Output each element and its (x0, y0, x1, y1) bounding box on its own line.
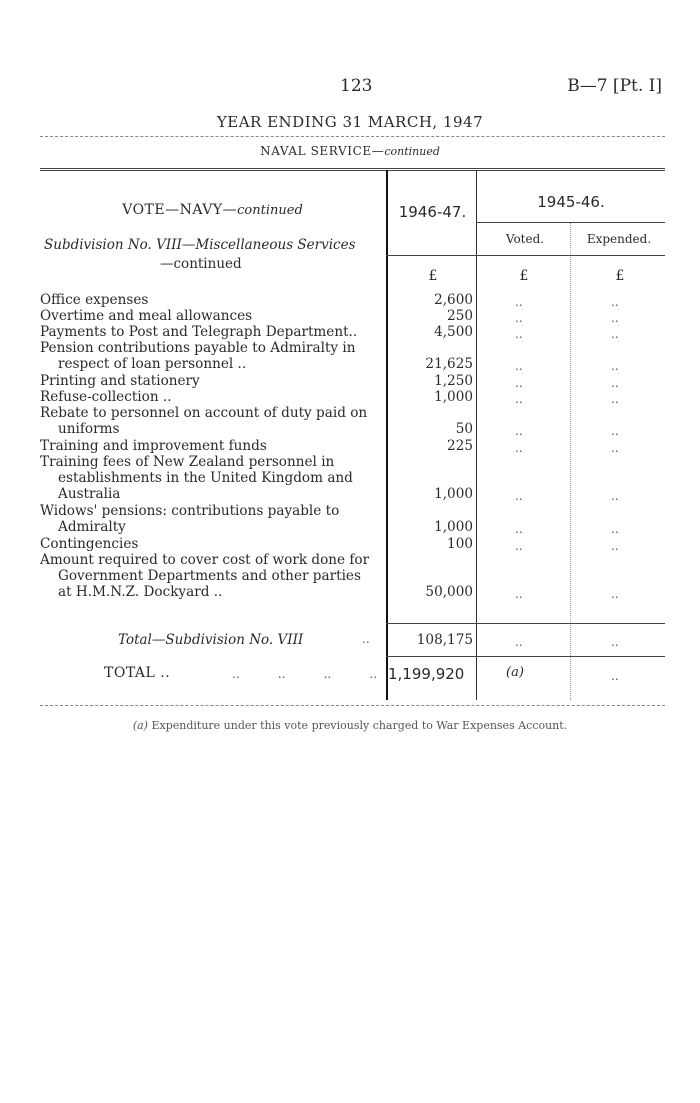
row-line (40, 536, 385, 552)
row-expended: .. (611, 424, 619, 439)
subtotal-bottom-rule (386, 656, 665, 657)
column-header-voted: Voted. (505, 232, 545, 246)
page-number: 123 (340, 76, 373, 96)
row-line (40, 519, 385, 535)
row-amount: 21,625 (425, 356, 473, 373)
col-1945-rule (476, 222, 665, 223)
row-line (40, 373, 385, 389)
row-amount: 1,000 (434, 389, 473, 406)
subdivision-continued: —continued (160, 256, 242, 272)
row-amount: 1,000 (434, 486, 473, 503)
subtotal-amount: 108,175 (416, 632, 473, 648)
row-label: at H.M.N.Z. Dockyard .. (58, 583, 223, 600)
subtotal-top-rule (386, 623, 665, 624)
table-top-rule (40, 168, 665, 169)
grand-total-voted: (a) (506, 665, 524, 680)
row-line (40, 454, 385, 470)
footnote (0, 719, 700, 732)
row-expended: .. (611, 359, 619, 374)
row-label: Rebate to personnel on account of duty paid on (40, 405, 368, 422)
header-rule (40, 136, 665, 137)
row-label: Office expenses (40, 292, 149, 308)
row-amount: 50 (455, 421, 473, 438)
row-label: Amount required to cover cost of work done for (40, 551, 370, 568)
row-amount: 1,000 (434, 518, 473, 535)
subtotal-leader: .. (362, 632, 370, 646)
row-label: Training and improvement funds (40, 437, 267, 454)
row-line (40, 584, 385, 600)
row-amount: 1,250 (434, 373, 473, 389)
row-amount: 50,000 (425, 583, 473, 600)
row-label: Australia (58, 486, 121, 503)
row-label: establishments in the United Kingdom and (58, 470, 353, 487)
row-line (40, 308, 385, 324)
row-line (40, 389, 385, 405)
row-label: Government Departments and other parties (58, 567, 361, 584)
footnote-mark: (a) (132, 719, 148, 732)
row-label: Admiralty (58, 518, 126, 535)
column-header-1945-46: 1945-46. (537, 193, 605, 211)
subdivision-title: Subdivision No. VIII—Miscellaneous Services (44, 237, 356, 253)
grand-total-label: TOTAL .. (104, 665, 171, 681)
column-header-1946-47: 1946-47. (398, 203, 467, 221)
row-line (40, 503, 385, 519)
vote-title: VOTE—NAVY—continued (122, 202, 303, 218)
row-label: Overtime and meal allowances (40, 308, 253, 325)
row-voted: .. (515, 489, 523, 504)
row-line (40, 405, 385, 421)
row-expended: .. (611, 295, 619, 309)
subtotal-voted: .. (515, 635, 523, 649)
row-line (40, 356, 385, 372)
row-amount: 2,600 (434, 292, 473, 308)
row-voted: .. (515, 392, 523, 407)
row-line (40, 568, 385, 584)
row-line (40, 470, 385, 486)
currency-expended: £ (615, 268, 625, 284)
subtotal-expended: .. (611, 635, 619, 649)
row-expended: .. (611, 440, 619, 455)
year-heading: YEAR ENDING 31 MARCH, 1947 (216, 113, 484, 131)
row-expended: .. (611, 311, 619, 326)
section-continued: continued (384, 145, 440, 158)
column-divider-1946 (476, 170, 477, 700)
document-reference: B—7 [Pt. I] (567, 76, 662, 96)
grand-total-leader: .. .. .. .. (232, 667, 378, 681)
column-divider-main (386, 170, 388, 700)
column-header-expended: Expended. (586, 232, 652, 246)
row-voted: .. (515, 327, 523, 342)
row-line (40, 438, 385, 454)
row-label: Widows' pensions: contributions payable to (40, 502, 340, 519)
row-label: Training fees of New Zealand personnel in (40, 454, 335, 470)
row-voted: .. (515, 521, 523, 536)
grand-total-expended: .. (611, 669, 619, 683)
footnote-text: Expenditure under this vote previously charged to War Expenses Account. (147, 719, 568, 732)
row-expended: .. (611, 327, 619, 342)
header-bottom-rule (386, 255, 665, 256)
row-amount: 250 (447, 308, 473, 325)
row-line (40, 324, 385, 340)
row-line (40, 486, 385, 502)
row-expended: .. (611, 392, 619, 407)
row-amount: 4,500 (434, 324, 473, 341)
row-label: Payments to Post and Telegraph Department.. (40, 324, 358, 341)
row-line (40, 421, 385, 437)
row-voted: .. (515, 376, 523, 390)
section-heading (0, 144, 700, 158)
row-expended: .. (611, 586, 619, 601)
row-voted: .. (515, 295, 523, 309)
row-line (40, 292, 385, 308)
row-voted: .. (515, 538, 523, 553)
currency-1946: £ (428, 268, 438, 284)
column-divider-voted (570, 222, 571, 700)
row-expended: .. (611, 376, 619, 390)
row-line (40, 552, 385, 568)
table-bottom-rule (40, 705, 665, 706)
row-label: Pension contributions payable to Admiralty in (40, 340, 356, 357)
row-voted: .. (515, 424, 523, 439)
row-amount: 225 (447, 437, 473, 454)
row-expended: .. (611, 489, 619, 504)
section-main: NAVAL SERVICE— (260, 144, 385, 158)
row-voted: .. (515, 440, 523, 455)
row-label: Printing and stationery (40, 373, 200, 389)
row-label: Refuse-collection .. (40, 389, 172, 406)
row-label: respect of loan personnel .. (58, 356, 247, 373)
row-voted: .. (515, 586, 523, 601)
row-label: uniforms (58, 421, 120, 438)
row-expended: .. (611, 521, 619, 536)
row-amount: 100 (447, 535, 473, 552)
row-voted: .. (515, 311, 523, 326)
row-voted: .. (515, 359, 523, 374)
subtotal-label: Total—Subdivision No. VIII (118, 632, 304, 648)
row-line (40, 340, 385, 356)
table-top-rule-2 (40, 170, 665, 171)
grand-total-amount: 1,199,920 (388, 665, 465, 683)
row-expended: .. (611, 538, 619, 553)
row-label: Contingencies (40, 535, 139, 552)
currency-voted: £ (519, 268, 529, 284)
